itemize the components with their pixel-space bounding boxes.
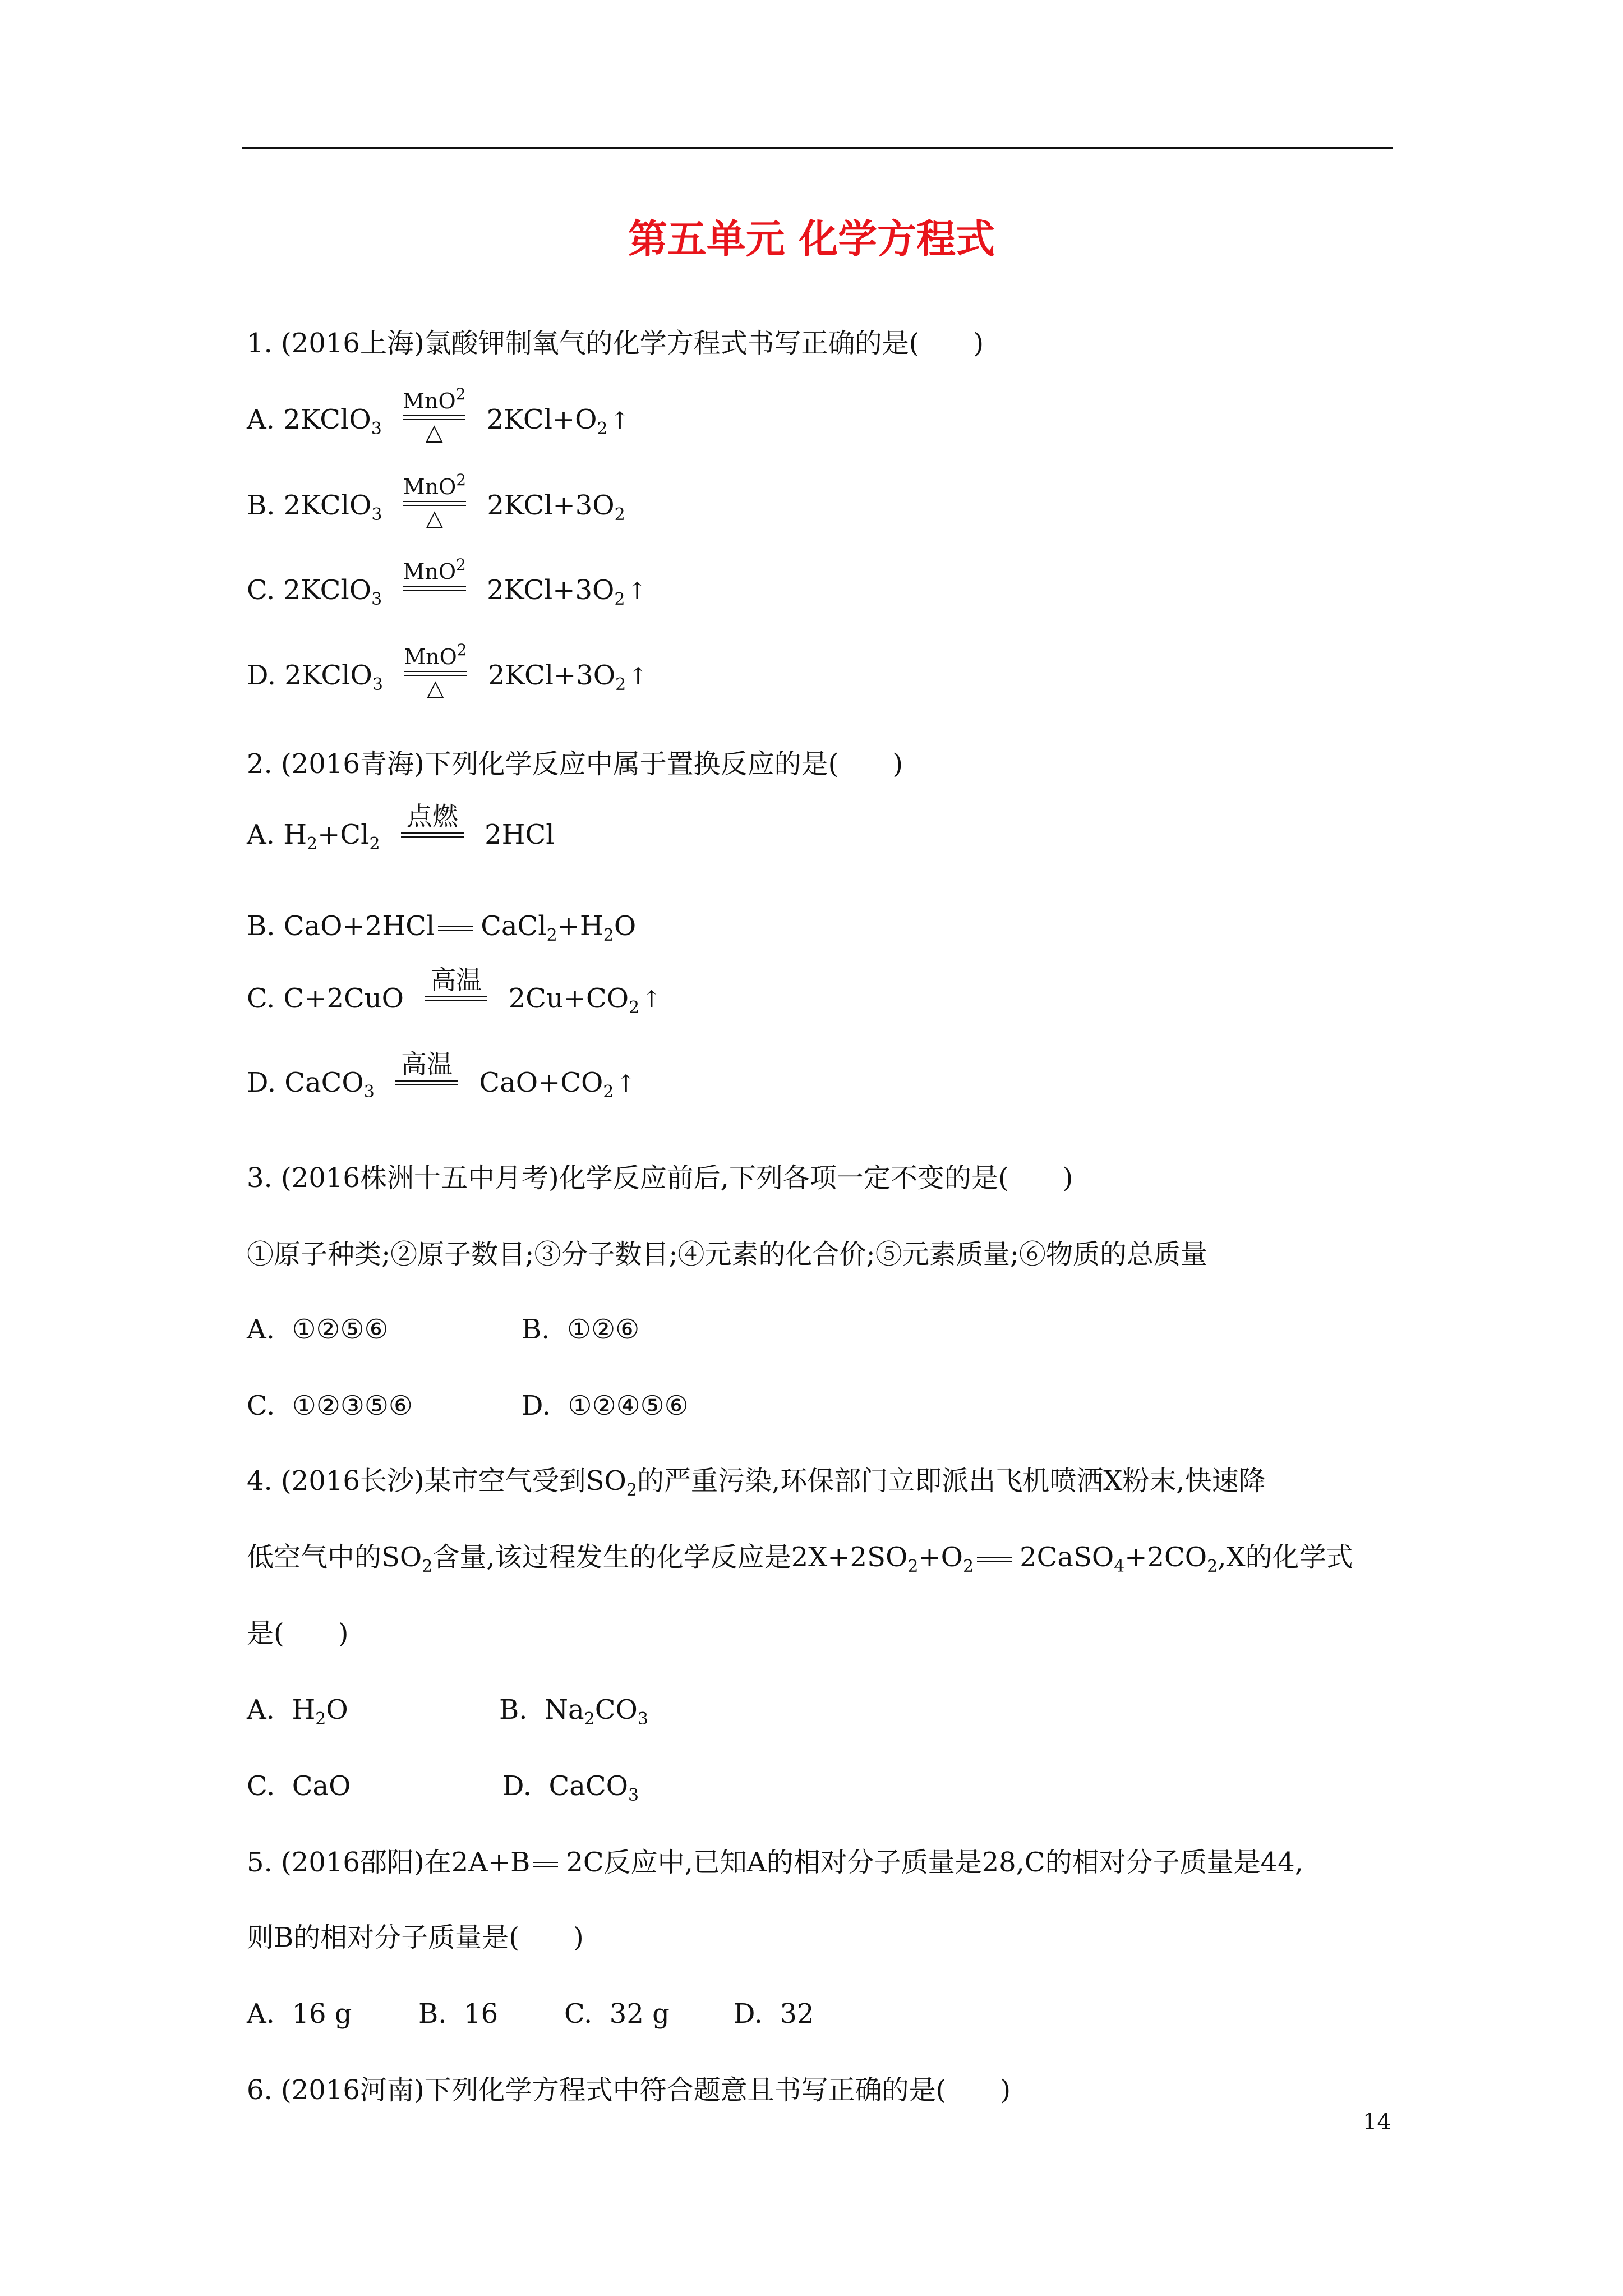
q4-option-a: A. $H_2O$ xyxy=(247,1694,348,1729)
q1-option-a: A. 2KClO$_3$ MnO$^2$ △ $2KCl+O_2↑$ xyxy=(247,385,630,445)
q3-option-d: D. ①②④⑤⑥ xyxy=(522,1390,689,1421)
q4-option-c: C. CaO xyxy=(247,1770,351,1802)
option-letter: A. xyxy=(247,404,275,435)
question-3-items: ①原子种类;②原子数目;③分子数目;④元素的化合价;⑤元素质量;⑥物质的总质量 xyxy=(247,1239,1207,1270)
option-letter: D. xyxy=(247,1067,276,1098)
q5-option-c: C. 32 g xyxy=(564,1998,670,2030)
option-letter: B. xyxy=(247,490,275,521)
q5-option-d: D. 32 xyxy=(734,1998,814,2030)
gas-arrow-icon: ↑ xyxy=(642,986,662,1013)
page-title: 第五单元 化学方程式 xyxy=(628,216,995,262)
q3-option-c: C. ①②③⑤⑥ xyxy=(247,1390,413,1421)
reaction-condition: 高温 xyxy=(425,966,487,1026)
q1-option-d: D. 2KClO$_3$ MnO$^2$ △ $2KCl+3O_2↑$ xyxy=(247,641,648,701)
question-6-stem: 6. (2016河南)下列化学方程式中符合题意且书写正确的是( ) xyxy=(247,2074,1011,2106)
q4-option-d: D. CaCO$_3$ xyxy=(502,1770,639,1805)
gas-arrow-icon: ↑ xyxy=(616,1070,636,1097)
reaction-condition: MnO$^2$ △ xyxy=(403,471,467,531)
question-3-stem: 3. (2016株洲十五中月考)化学反应前后,下列各项一定不变的是( ) xyxy=(247,1162,1073,1194)
q1-option-b: B. 2KClO$_3$ MnO$^2$ △ $2KCl+3O_2$ xyxy=(247,471,625,531)
option-letter: C. xyxy=(247,574,275,606)
reaction-condition: 高温 xyxy=(395,1050,458,1110)
question-2-stem: 2. (2016青海)下列化学反应中属于置换反应的是( ) xyxy=(247,748,903,780)
question-4-line-2: 低空气中的$SO_2$含量,该过程发生的化学反应是$2X+2SO_2+O_2$ $2CaSO_4+2CO_2,X$的化学式 xyxy=(247,1542,1353,1576)
q3-option-b: B. ①②⑥ xyxy=(522,1314,640,1345)
q2-option-a: A. $H_2+Cl_2$ 点燃 2HCl xyxy=(247,807,555,867)
option-letter: A. xyxy=(247,819,275,850)
reaction-condition: 点燃 xyxy=(401,802,464,862)
q2-option-d: D. CaCO$_3$ 高温 $CaO+CO_2↑$ xyxy=(247,1055,636,1115)
equals-sign xyxy=(438,926,473,931)
question-4-line-1: 4. (2016长沙)某市空气受到$SO_2$的严重污染,环保部门立即派出飞机喷洒X粉末,快速降 xyxy=(247,1465,1266,1500)
question-4-line-3: 是( ) xyxy=(247,1618,349,1649)
q2-option-c: C. C+2CuO 高温 $2Cu+CO_2↑$ xyxy=(247,970,661,1030)
q1-option-c: C. 2KClO$_3$ MnO$^2$ $2KCl+3O_2↑$ xyxy=(247,564,647,620)
option-letter: B. xyxy=(247,910,275,942)
gas-arrow-icon: ↑ xyxy=(610,407,630,434)
question-1-stem: 1. (2016上海)氯酸钾制氧气的化学方程式书写正确的是( ) xyxy=(247,328,984,359)
q4-option-b: B. $Na_2CO_3$ xyxy=(499,1694,648,1729)
equals-sign xyxy=(533,1862,558,1867)
q2-option-b: B. CaO+2HCl $CaCl_2+H_2O$ xyxy=(247,910,637,945)
reaction-condition: MnO$^2$ △ xyxy=(403,385,466,445)
q5-option-a: A. 16 g xyxy=(247,1998,352,2030)
q5-option-b: B. 16 xyxy=(418,1998,499,2030)
gas-arrow-icon: ↑ xyxy=(627,577,647,605)
page-number: 14 xyxy=(1363,2109,1391,2135)
reaction-condition: MnO$^2$ xyxy=(403,560,465,615)
option-letter: C. xyxy=(247,983,275,1014)
question-5-line-1: 5. (2016邵阳)在2A+B 2C反应中,已知A的相对分子质量是28,C的相对分子质量是44, xyxy=(247,1847,1303,1878)
q3-option-a: A. ①②⑤⑥ xyxy=(247,1314,389,1345)
reaction-condition: MnO$^2$ △ xyxy=(404,641,467,701)
gas-arrow-icon: ↑ xyxy=(628,662,648,690)
question-5-line-2: 则B的相对分子质量是( ) xyxy=(247,1922,584,1953)
equals-sign xyxy=(977,1557,1012,1562)
option-letter: D. xyxy=(247,660,276,691)
header-rule xyxy=(242,147,1393,149)
